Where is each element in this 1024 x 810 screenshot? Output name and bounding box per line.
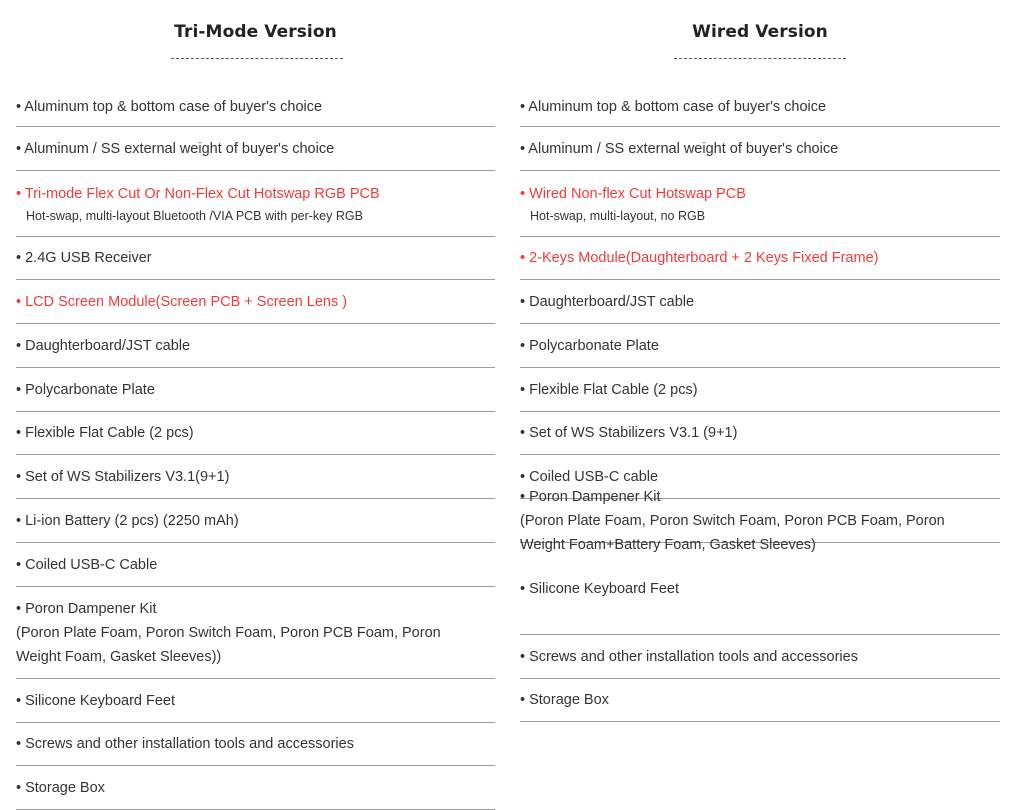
item-detail-line: (Poron Plate Foam, Poron Switch Foam, Poron PCB Foam, Poron xyxy=(16,624,441,641)
item-label: • Screws and other installation tools and accessories xyxy=(16,736,354,752)
item-detail-line: Weight Foam, Gasket Sleeves)) xyxy=(16,648,222,665)
item-label: • Daughterboard/JST cable xyxy=(16,337,191,354)
item-label: • Set of WS Stabilizers V3.1 (9+1) xyxy=(520,425,738,441)
item-label: • Polycarbonate Plate xyxy=(16,381,155,398)
item-label: • Aluminum / SS external weight of buyer's choice xyxy=(520,140,839,157)
list-item xyxy=(520,324,1000,368)
list-item xyxy=(520,368,1000,412)
item-label: • Wired Non-flex Cut Hotswap PCB xyxy=(520,185,746,202)
list-item xyxy=(520,488,1000,553)
tri-mode-title-underline xyxy=(171,58,343,59)
item-label: • Coiled USB-C cable xyxy=(520,468,659,485)
item-label: • Flexible Flat Cable (2 pcs) xyxy=(520,381,698,398)
item-label: • Polycarbonate Plate xyxy=(520,337,659,354)
item-label: • Silicone Keyboard Feet xyxy=(16,692,176,709)
item-label: • Daughterboard/JST cable xyxy=(520,293,695,310)
list-item xyxy=(520,88,1000,127)
wired-column xyxy=(520,0,1000,722)
item-detail-line: Weight Foam+Battery Foam, Gasket Sleeves) xyxy=(520,536,816,553)
list-item xyxy=(16,766,495,810)
item-detail-line: (Poron Plate Foam, Poron Switch Foam, Poron PCB Foam, Poron xyxy=(520,512,945,529)
tri-mode-column xyxy=(16,0,495,810)
list-item xyxy=(16,455,495,499)
list-item xyxy=(16,499,495,543)
item-label: • Tri-mode Flex Cut Or Non-Flex Cut Hotswap RGB PCB xyxy=(16,185,380,202)
list-item xyxy=(520,171,1000,237)
list-item xyxy=(16,171,495,237)
list-item xyxy=(16,368,495,412)
wired-title: Wired Version xyxy=(692,22,828,42)
item-label: • Silicone Keyboard Feet xyxy=(520,580,680,597)
item-label: • Screws and other installation tools and accessories xyxy=(520,648,858,665)
tri-mode-title: Tri-Mode Version xyxy=(174,22,337,42)
tri-mode-item-list xyxy=(16,88,495,810)
item-label: • 2.4G USB Receiver xyxy=(16,250,152,266)
item-sub-label: Hot-swap, multi-layout, no RGB xyxy=(530,208,706,223)
item-label: • Flexible Flat Cable (2 pcs) xyxy=(16,425,194,441)
list-item xyxy=(16,88,495,127)
item-label: • Poron Dampener Kit xyxy=(16,600,157,617)
list-item xyxy=(16,280,495,324)
item-label: • Storage Box xyxy=(16,779,105,796)
item-label: • 2-Keys Module(Daughterboard + 2 Keys Fixed Frame) xyxy=(520,250,879,266)
list-item xyxy=(520,635,1000,679)
list-item xyxy=(16,127,495,171)
wired-title-underline xyxy=(674,58,846,59)
item-label: • Li-ion Battery (2 pcs) (2250 mAh) xyxy=(16,512,239,529)
list-item xyxy=(16,679,495,723)
item-label: • Aluminum / SS external weight of buyer's choice xyxy=(16,140,335,157)
wired-header xyxy=(520,0,1000,88)
list-item xyxy=(16,237,495,280)
list-item xyxy=(520,237,1000,280)
item-label: • Coiled USB-C Cable xyxy=(16,556,158,573)
list-item xyxy=(16,412,495,455)
list-item xyxy=(520,679,1000,722)
list-item xyxy=(520,412,1000,455)
list-item xyxy=(16,324,495,368)
item-label: • Aluminum top & bottom case of buyer's choice xyxy=(520,99,827,115)
item-label: • Set of WS Stabilizers V3.1(9+1) xyxy=(16,468,230,485)
list-item xyxy=(520,127,1000,171)
wired-item-list xyxy=(520,88,1000,722)
list-item xyxy=(520,543,1000,635)
item-label: • LCD Screen Module(Screen PCB + Screen Lens ) xyxy=(16,293,348,310)
item-label: • Aluminum top & bottom case of buyer's choice xyxy=(16,99,323,115)
list-item xyxy=(16,723,495,766)
tri-mode-header xyxy=(16,0,495,88)
item-label: • Storage Box xyxy=(520,692,609,708)
list-item xyxy=(16,543,495,587)
list-item xyxy=(16,587,495,679)
item-label: • Poron Dampener Kit xyxy=(520,488,661,505)
item-sub-label: Hot-swap, multi-layout Bluetooth /VIA PCB with per-key RGB xyxy=(26,208,363,223)
list-item xyxy=(520,280,1000,324)
